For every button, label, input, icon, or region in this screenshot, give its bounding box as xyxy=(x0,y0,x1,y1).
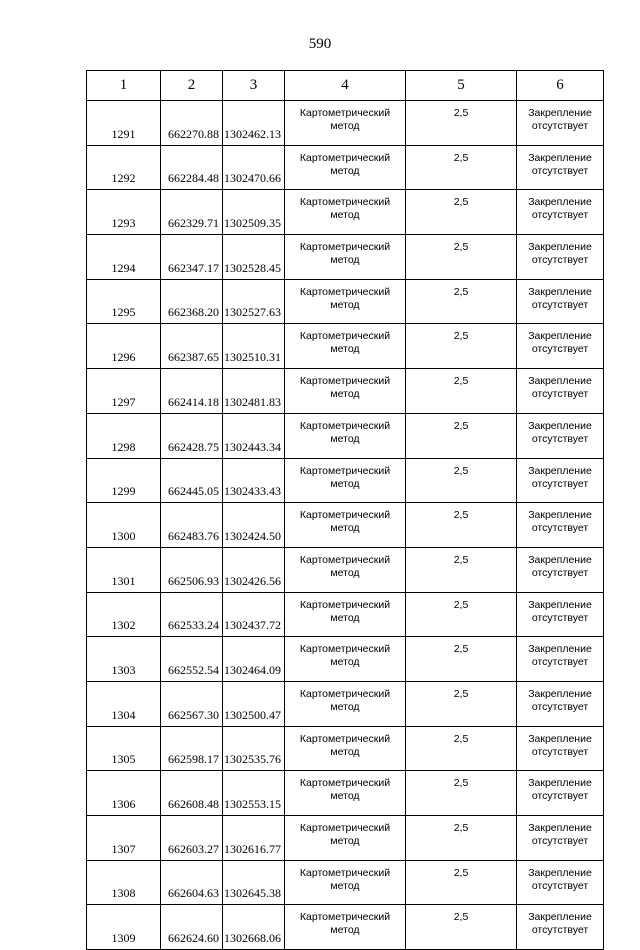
method-text: метод xyxy=(330,566,360,579)
fixation-text: отсутствует xyxy=(531,164,589,177)
method-cell xyxy=(285,771,406,816)
y-coordinate-cell xyxy=(223,681,285,726)
point-number-text: 1304 xyxy=(111,707,136,722)
point-number-cell xyxy=(87,681,161,726)
x-coordinate-cell xyxy=(161,145,223,190)
error-text: 2,5 xyxy=(453,553,469,566)
table-row xyxy=(87,905,604,950)
x-coordinate-cell xyxy=(161,190,223,235)
method-cell xyxy=(285,369,406,414)
x-coordinate-cell xyxy=(161,547,223,592)
point-number-text: 1305 xyxy=(111,752,136,767)
fixation-text: Закрепление xyxy=(528,687,592,700)
y-coordinate-text: 1302481.83 xyxy=(224,394,281,409)
fixation-cell xyxy=(517,726,604,771)
y-coordinate-cell xyxy=(223,101,285,146)
fixation-cell xyxy=(517,503,604,548)
fixation-text: отсутствует xyxy=(531,924,589,937)
error-cell xyxy=(406,816,517,861)
table-body xyxy=(87,101,604,950)
table-row xyxy=(87,503,604,548)
table-row xyxy=(87,860,604,905)
point-number-cell xyxy=(87,637,161,682)
error-cell xyxy=(406,547,517,592)
y-coordinate-cell xyxy=(223,279,285,324)
y-coordinate-cell xyxy=(223,592,285,637)
table-row xyxy=(87,101,604,146)
fixation-cell xyxy=(517,235,604,280)
error-text: 2,5 xyxy=(453,330,469,343)
error-text: 2,5 xyxy=(453,598,469,611)
error-text: 2,5 xyxy=(453,241,469,254)
fixation-text: Закрепление xyxy=(528,241,592,254)
x-coordinate-text: 662533.24 xyxy=(168,618,219,633)
point-number-cell xyxy=(87,101,161,146)
error-text: 2,5 xyxy=(453,911,469,924)
point-number-cell xyxy=(87,771,161,816)
y-coordinate-text: 1302470.66 xyxy=(224,171,281,186)
fixation-text: Закрепление xyxy=(528,643,592,656)
method-text: Картометрический xyxy=(299,107,391,119)
y-coordinate-cell xyxy=(223,905,285,950)
fixation-text: отсутствует xyxy=(531,388,589,401)
method-text: метод xyxy=(330,879,360,892)
y-coordinate-cell xyxy=(223,413,285,458)
y-coordinate-cell xyxy=(223,637,285,682)
x-coordinate-text: 662387.65 xyxy=(168,350,219,365)
method-text: Картометрический xyxy=(299,777,391,790)
x-coordinate-text: 662329.71 xyxy=(168,216,219,231)
x-coordinate-cell xyxy=(161,101,223,146)
method-text: Картометрический xyxy=(299,553,391,566)
point-number-text: 1294 xyxy=(111,260,136,275)
fixation-text: отсутствует xyxy=(531,566,589,579)
x-coordinate-text: 662604.63 xyxy=(168,886,219,901)
x-coordinate-text: 662506.93 xyxy=(168,573,219,588)
x-coordinate-text: 662428.75 xyxy=(168,439,219,454)
error-cell xyxy=(406,503,517,548)
method-cell xyxy=(285,101,406,146)
fixation-cell xyxy=(517,145,604,190)
point-number-cell xyxy=(87,592,161,637)
x-coordinate-text: 662603.27 xyxy=(168,841,219,856)
method-text: Картометрический xyxy=(299,866,391,879)
method-text: метод xyxy=(330,388,360,401)
table-row xyxy=(87,324,604,369)
method-text: метод xyxy=(330,835,360,847)
fixation-cell xyxy=(517,681,604,726)
method-text: метод xyxy=(330,432,360,445)
x-coordinate-cell xyxy=(161,771,223,816)
method-text: Картометрический xyxy=(299,285,391,298)
error-text: 2,5 xyxy=(453,151,469,164)
fixation-cell xyxy=(517,905,604,950)
error-cell xyxy=(406,681,517,726)
fixation-text: Закрепление xyxy=(528,553,592,566)
table-row xyxy=(87,369,604,414)
x-coordinate-text: 662347.17 xyxy=(168,260,219,275)
table-row xyxy=(87,726,604,771)
fixation-text: Закрепление xyxy=(528,866,592,879)
table-row xyxy=(87,547,604,592)
x-coordinate-text: 662284.48 xyxy=(168,171,219,186)
fixation-text: отсутствует xyxy=(531,790,589,803)
error-cell xyxy=(406,860,517,905)
method-text: Картометрический xyxy=(299,419,391,432)
point-number-cell xyxy=(87,279,161,324)
fixation-cell xyxy=(517,190,604,235)
x-coordinate-text: 662483.76 xyxy=(168,528,219,543)
y-coordinate-cell xyxy=(223,547,285,592)
x-coordinate-text: 662414.18 xyxy=(168,394,219,409)
header-row xyxy=(87,71,604,101)
error-text: 2,5 xyxy=(453,822,469,834)
point-number-cell xyxy=(87,413,161,458)
error-cell xyxy=(406,235,517,280)
fixation-text: отсутствует xyxy=(531,477,589,490)
method-text: метод xyxy=(330,477,360,490)
table-row xyxy=(87,145,604,190)
method-text: метод xyxy=(330,164,360,177)
fixation-text: отсутствует xyxy=(531,254,589,267)
method-text: метод xyxy=(330,656,360,669)
point-number-text: 1297 xyxy=(111,394,136,409)
x-coordinate-cell xyxy=(161,324,223,369)
error-text: 2,5 xyxy=(453,419,469,432)
error-cell xyxy=(406,413,517,458)
point-number-text: 1309 xyxy=(111,931,136,946)
y-coordinate-text: 1302535.76 xyxy=(224,752,281,767)
method-text: метод xyxy=(330,298,360,311)
fixation-text: отсутствует xyxy=(531,656,589,669)
y-coordinate-text: 1302464.09 xyxy=(224,662,281,677)
fixation-text: Закрепление xyxy=(528,732,592,745)
y-coordinate-text: 1302527.63 xyxy=(224,305,281,320)
point-number-cell xyxy=(87,324,161,369)
error-cell xyxy=(406,101,517,146)
y-coordinate-cell xyxy=(223,324,285,369)
fixation-text: отсутствует xyxy=(531,700,589,713)
method-cell xyxy=(285,235,406,280)
header-col-6: 6 xyxy=(517,71,604,101)
fixation-text: Закрепление xyxy=(528,330,592,343)
y-coordinate-text: 1302443.34 xyxy=(224,439,281,454)
x-coordinate-text: 662624.60 xyxy=(168,931,219,946)
x-coordinate-cell xyxy=(161,860,223,905)
point-number-text: 1291 xyxy=(111,126,136,141)
error-cell xyxy=(406,726,517,771)
method-text: Картометрический xyxy=(299,822,391,834)
method-text: метод xyxy=(330,745,360,758)
table-row xyxy=(87,279,604,324)
x-coordinate-text: 662270.88 xyxy=(168,126,219,141)
x-coordinate-cell xyxy=(161,458,223,503)
fixation-text: отсутствует xyxy=(531,522,589,535)
error-text: 2,5 xyxy=(453,375,469,388)
error-cell xyxy=(406,458,517,503)
method-text: метод xyxy=(330,343,360,356)
fixation-text: Закрепление xyxy=(528,911,592,924)
header-col-5: 5 xyxy=(406,71,517,101)
method-text: Картометрический xyxy=(299,732,391,745)
x-coordinate-cell xyxy=(161,592,223,637)
error-text: 2,5 xyxy=(453,687,469,700)
x-coordinate-text: 662368.20 xyxy=(168,305,219,320)
y-coordinate-cell xyxy=(223,369,285,414)
point-number-text: 1293 xyxy=(111,216,136,231)
y-coordinate-text: 1302437.72 xyxy=(224,618,281,633)
fixation-text: отсутствует xyxy=(531,611,589,624)
method-cell xyxy=(285,860,406,905)
error-text: 2,5 xyxy=(453,107,469,119)
table-row xyxy=(87,458,604,503)
x-coordinate-text: 662445.05 xyxy=(168,484,219,499)
error-text: 2,5 xyxy=(453,196,469,209)
y-coordinate-text: 1302528.45 xyxy=(224,260,281,275)
table-row xyxy=(87,637,604,682)
method-cell xyxy=(285,279,406,324)
coordinates-table xyxy=(86,70,604,950)
method-cell xyxy=(285,592,406,637)
x-coordinate-cell xyxy=(161,816,223,861)
error-cell xyxy=(406,279,517,324)
error-text: 2,5 xyxy=(453,777,469,790)
point-number-cell xyxy=(87,905,161,950)
method-text: метод xyxy=(330,790,360,803)
y-coordinate-cell xyxy=(223,771,285,816)
table-row xyxy=(87,190,604,235)
point-number-text: 1299 xyxy=(111,484,136,499)
y-coordinate-cell xyxy=(223,816,285,861)
fixation-text: отсутствует xyxy=(531,835,589,847)
fixation-cell xyxy=(517,547,604,592)
method-text: Картометрический xyxy=(299,196,391,209)
fixation-text: Закрепление xyxy=(528,464,592,477)
fixation-text: отсутствует xyxy=(531,879,589,892)
fixation-cell xyxy=(517,860,604,905)
method-text: метод xyxy=(330,924,360,937)
page-number: 590 xyxy=(308,36,332,52)
header-col-4: 4 xyxy=(285,71,406,101)
table-row xyxy=(87,771,604,816)
method-cell xyxy=(285,413,406,458)
x-coordinate-text: 662552.54 xyxy=(168,662,219,677)
fixation-cell xyxy=(517,771,604,816)
method-text: метод xyxy=(330,700,360,713)
point-number-cell xyxy=(87,503,161,548)
y-coordinate-text: 1302645.38 xyxy=(224,886,281,901)
x-coordinate-text: 662598.17 xyxy=(168,752,219,767)
point-number-cell xyxy=(87,145,161,190)
error-cell xyxy=(406,592,517,637)
point-number-cell xyxy=(87,547,161,592)
x-coordinate-cell xyxy=(161,369,223,414)
error-cell xyxy=(406,771,517,816)
method-cell xyxy=(285,726,406,771)
method-cell xyxy=(285,816,406,861)
method-text: Картометрический xyxy=(299,598,391,611)
y-coordinate-text: 1302433.43 xyxy=(224,484,281,499)
fixation-cell xyxy=(517,637,604,682)
fixation-text: отсутствует xyxy=(531,209,589,222)
method-text: Картометрический xyxy=(299,151,391,164)
fixation-cell xyxy=(517,324,604,369)
point-number-text: 1296 xyxy=(111,350,136,365)
method-cell xyxy=(285,324,406,369)
y-coordinate-text: 1302509.35 xyxy=(224,216,281,231)
error-text: 2,5 xyxy=(453,285,469,298)
method-text: метод xyxy=(330,522,360,535)
error-cell xyxy=(406,637,517,682)
fixation-text: Закрепление xyxy=(528,419,592,432)
method-text: Картометрический xyxy=(299,643,391,656)
error-cell xyxy=(406,369,517,414)
point-number-text: 1298 xyxy=(111,439,136,454)
x-coordinate-cell xyxy=(161,905,223,950)
fixation-cell xyxy=(517,458,604,503)
fixation-text: Закрепление xyxy=(528,375,592,388)
table-header xyxy=(87,71,604,101)
table-row xyxy=(87,413,604,458)
table-row xyxy=(87,816,604,861)
y-coordinate-cell xyxy=(223,145,285,190)
header-col-2: 2 xyxy=(161,71,223,101)
fixation-cell xyxy=(517,101,604,146)
point-number-cell xyxy=(87,190,161,235)
point-number-text: 1306 xyxy=(111,797,136,811)
point-number-text: 1303 xyxy=(111,662,136,677)
error-text: 2,5 xyxy=(453,866,469,879)
x-coordinate-cell xyxy=(161,726,223,771)
y-coordinate-cell xyxy=(223,458,285,503)
x-coordinate-text: 662608.48 xyxy=(168,797,219,811)
method-text: метод xyxy=(330,254,360,267)
point-number-text: 1307 xyxy=(111,841,136,856)
point-number-text: 1308 xyxy=(111,886,136,901)
table-row xyxy=(87,592,604,637)
method-text: Картометрический xyxy=(299,241,391,254)
y-coordinate-cell xyxy=(223,860,285,905)
method-text: метод xyxy=(330,120,360,132)
fixation-cell xyxy=(517,413,604,458)
point-number-text: 1295 xyxy=(111,305,136,320)
method-cell xyxy=(285,503,406,548)
y-coordinate-text: 1302424.50 xyxy=(224,528,281,543)
point-number-cell xyxy=(87,726,161,771)
x-coordinate-text: 662567.30 xyxy=(168,707,219,722)
fixation-text: отсутствует xyxy=(531,432,589,445)
point-number-cell xyxy=(87,458,161,503)
method-cell xyxy=(285,681,406,726)
x-coordinate-cell xyxy=(161,279,223,324)
x-coordinate-cell xyxy=(161,681,223,726)
y-coordinate-text: 1302500.47 xyxy=(224,707,281,722)
table-row xyxy=(87,235,604,280)
point-number-text: 1302 xyxy=(111,618,136,633)
table-row xyxy=(87,681,604,726)
method-text: Картометрический xyxy=(299,375,391,388)
fixation-cell xyxy=(517,592,604,637)
fixation-cell xyxy=(517,369,604,414)
method-text: Картометрический xyxy=(299,687,391,700)
error-cell xyxy=(406,324,517,369)
error-text: 2,5 xyxy=(453,732,469,745)
point-number-cell xyxy=(87,816,161,861)
error-text: 2,5 xyxy=(453,464,469,477)
y-coordinate-cell xyxy=(223,503,285,548)
method-cell xyxy=(285,637,406,682)
method-cell xyxy=(285,905,406,950)
method-text: Картометрический xyxy=(299,509,391,522)
fixation-text: отсутствует xyxy=(531,745,589,758)
method-text: метод xyxy=(330,611,360,624)
error-text: 2,5 xyxy=(453,509,469,522)
fixation-text: Закрепление xyxy=(528,777,592,790)
method-cell xyxy=(285,145,406,190)
x-coordinate-cell xyxy=(161,637,223,682)
fixation-text: Закрепление xyxy=(528,509,592,522)
fixation-cell xyxy=(517,816,604,861)
method-text: Картометрический xyxy=(299,330,391,343)
point-number-cell xyxy=(87,235,161,280)
error-text: 2,5 xyxy=(453,643,469,656)
y-coordinate-cell xyxy=(223,235,285,280)
x-coordinate-cell xyxy=(161,413,223,458)
y-coordinate-text: 1302462.13 xyxy=(224,126,281,141)
header-col-1: 1 xyxy=(87,71,161,101)
y-coordinate-cell xyxy=(223,190,285,235)
y-coordinate-text: 1302426.56 xyxy=(224,573,281,588)
point-number-text: 1300 xyxy=(111,528,136,543)
y-coordinate-text: 1302510.31 xyxy=(224,350,281,365)
error-cell xyxy=(406,905,517,950)
point-number-cell xyxy=(87,860,161,905)
y-coordinate-cell xyxy=(223,726,285,771)
fixation-text: отсутствует xyxy=(531,120,589,132)
method-cell xyxy=(285,190,406,235)
method-cell xyxy=(285,458,406,503)
point-number-cell xyxy=(87,369,161,414)
y-coordinate-text: 1302553.15 xyxy=(224,797,281,811)
fixation-text: Закрепление xyxy=(528,151,592,164)
method-text: Картометрический xyxy=(299,464,391,477)
point-number-text: 1292 xyxy=(111,171,136,186)
fixation-text: отсутствует xyxy=(531,343,589,356)
error-cell xyxy=(406,145,517,190)
error-cell xyxy=(406,190,517,235)
y-coordinate-text: 1302668.06 xyxy=(224,931,281,946)
fixation-text: Закрепление xyxy=(528,107,592,119)
fixation-text: Закрепление xyxy=(528,196,592,209)
fixation-text: Закрепление xyxy=(528,822,592,834)
method-cell xyxy=(285,547,406,592)
x-coordinate-cell xyxy=(161,503,223,548)
header-col-3: 3 xyxy=(223,71,285,101)
fixation-text: отсутствует xyxy=(531,298,589,311)
method-text: Картометрический xyxy=(299,911,391,924)
point-number-text: 1301 xyxy=(111,573,136,588)
fixation-cell xyxy=(517,279,604,324)
x-coordinate-cell xyxy=(161,235,223,280)
fixation-text: Закрепление xyxy=(528,285,592,298)
y-coordinate-text: 1302616.77 xyxy=(224,841,281,856)
fixation-text: Закрепление xyxy=(528,598,592,611)
method-text: метод xyxy=(330,209,360,222)
